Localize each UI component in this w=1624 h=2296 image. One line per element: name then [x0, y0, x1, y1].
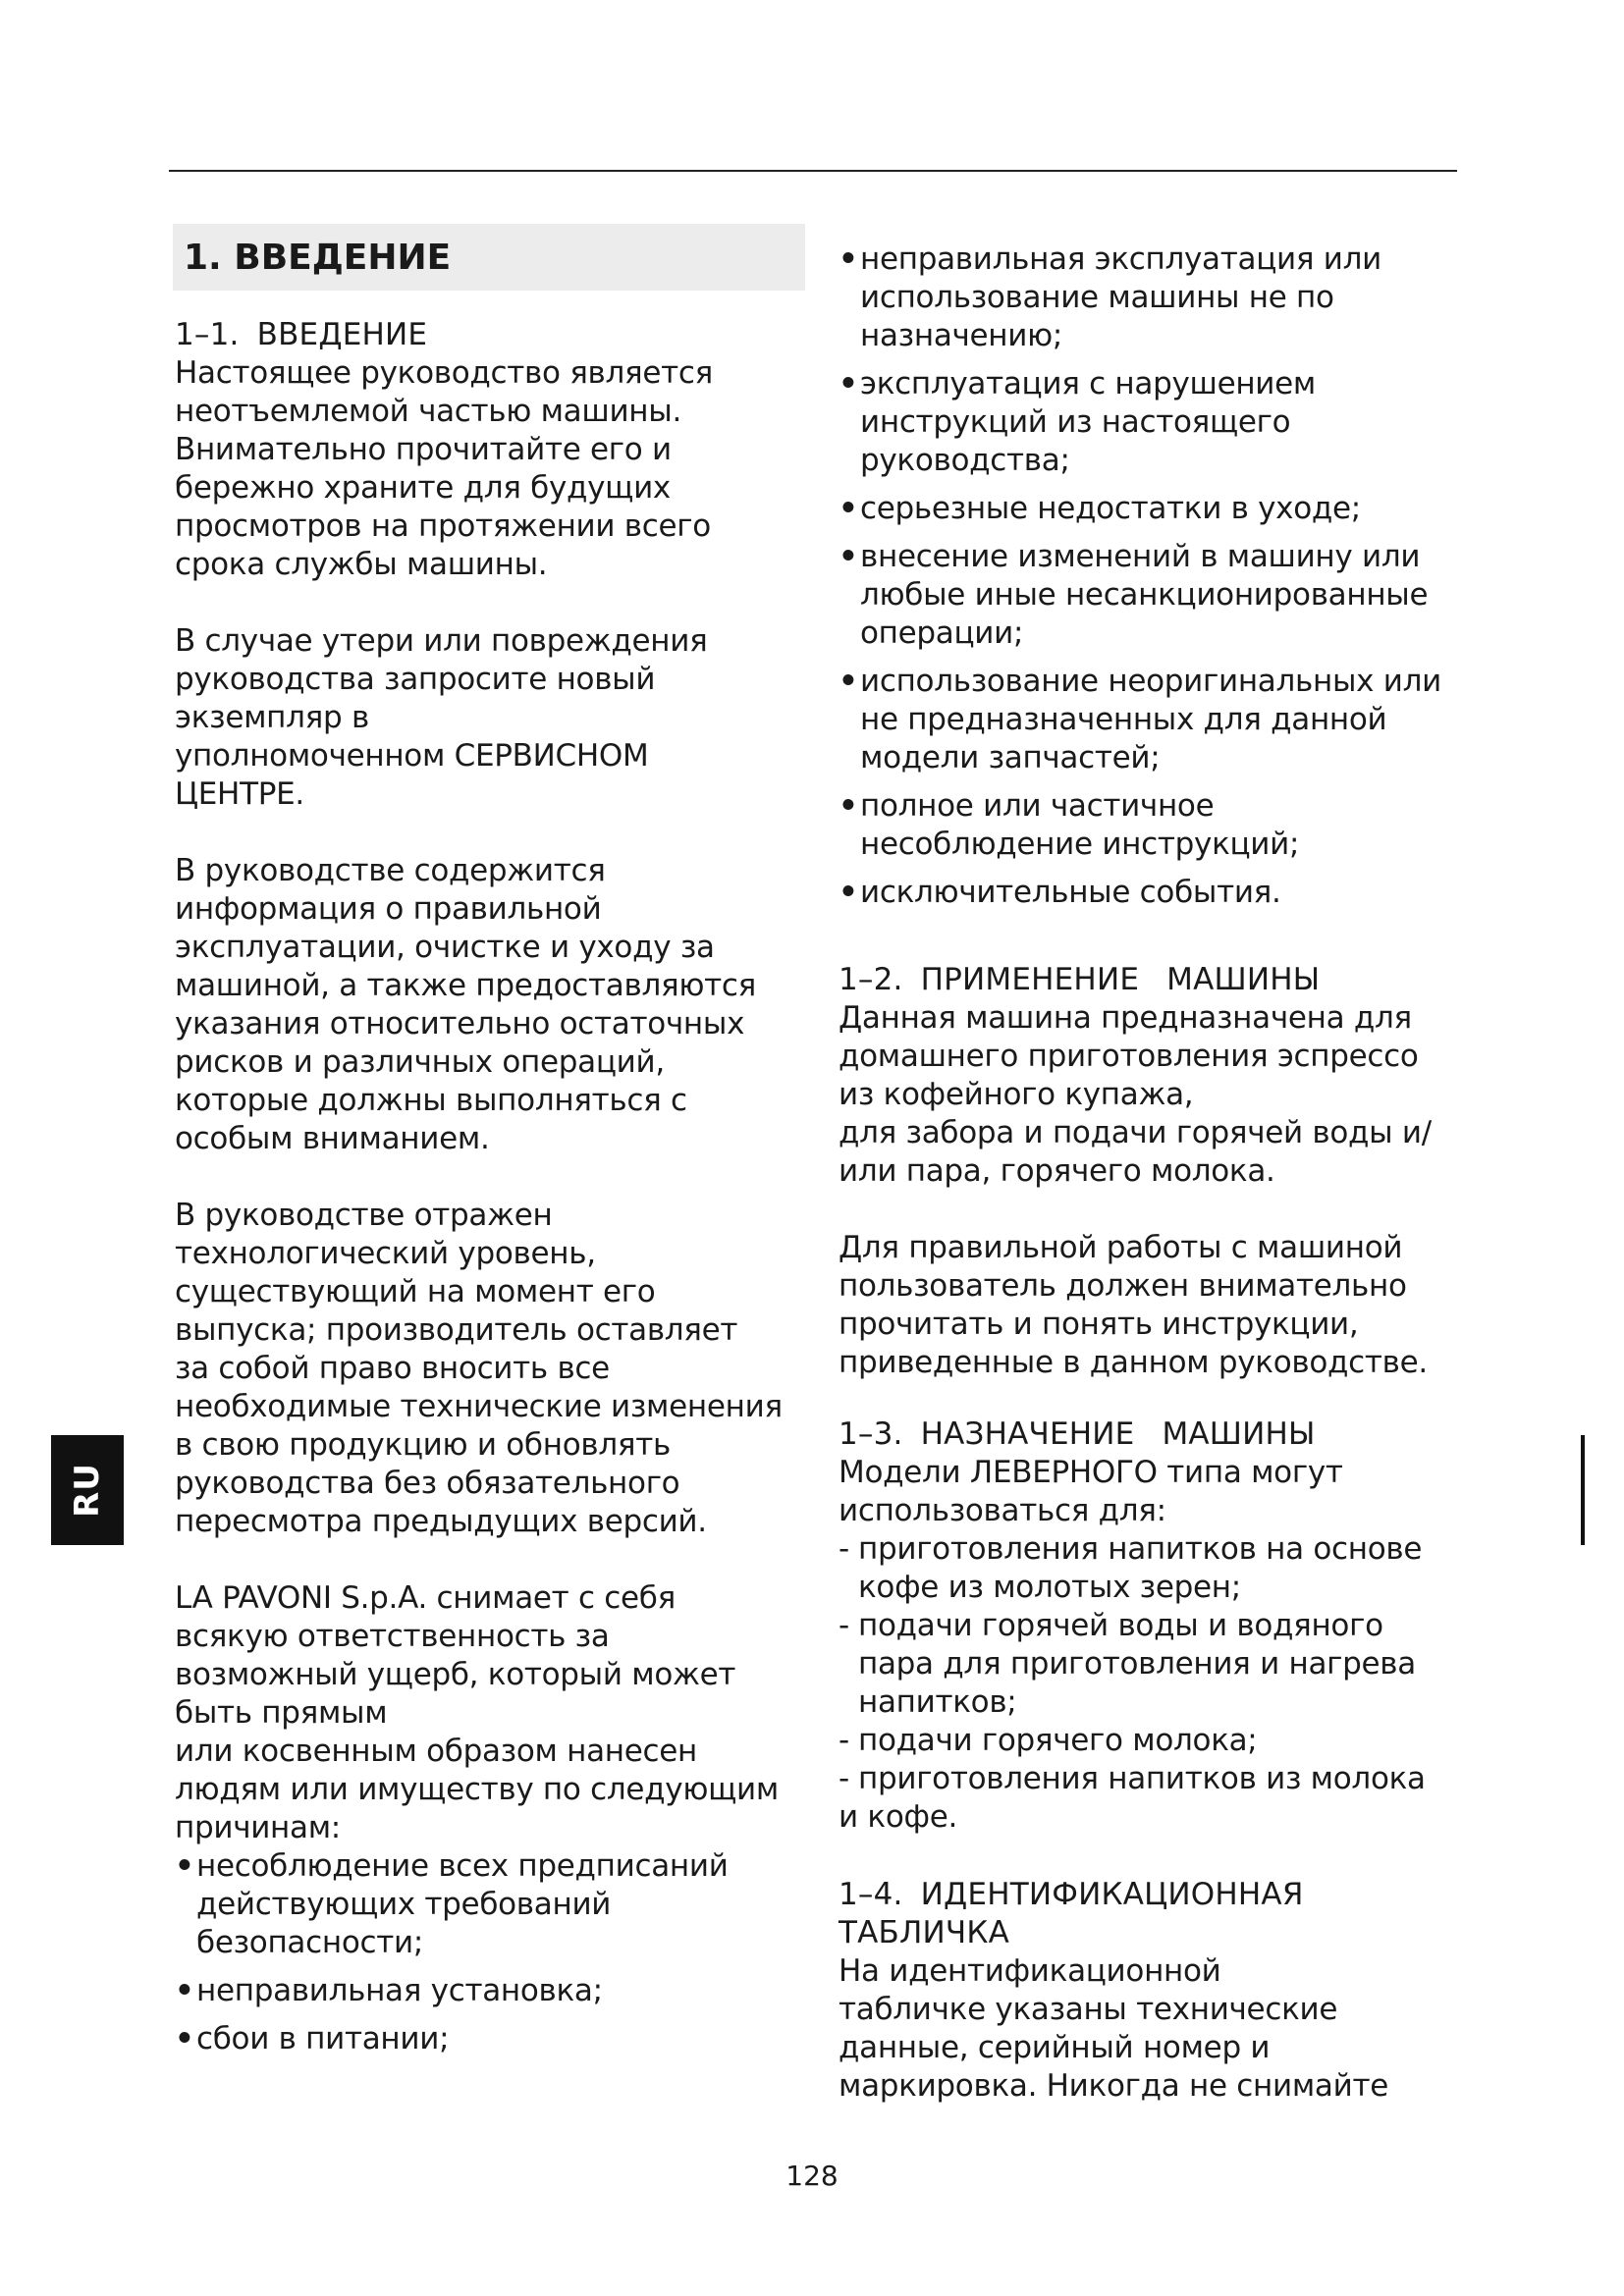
subsection-1-4-heading	[839, 1876, 1467, 1952]
left-column	[175, 224, 803, 2058]
subsection-number: 1–2.	[839, 962, 903, 997]
subsection-1-1-heading	[175, 316, 803, 354]
text-line: назначению;	[860, 318, 1063, 353]
subsection-title-continued: МАШИНЫ	[1166, 962, 1321, 997]
list-item	[839, 490, 1467, 528]
list-item	[839, 1530, 1467, 1607]
application-paragraph-1	[839, 999, 1467, 1191]
text-line: Для правильной работы с машиной	[839, 1230, 1403, 1265]
text-line: несоблюдение инструкций;	[860, 827, 1300, 862]
bullet-icon: •	[839, 664, 858, 699]
list-item	[175, 1847, 803, 1962]
text-line: любые иные несанкционированные	[860, 577, 1429, 613]
language-tab-label: RU	[67, 1463, 107, 1518]
text-line: неправильная эксплуатация или	[860, 241, 1381, 277]
bullet-icon: •	[839, 241, 858, 277]
subsection-1-3-heading	[839, 1415, 1467, 1454]
text-line: данные, серийный номер и	[839, 2030, 1271, 2065]
text-line: машиной, а также предоставляются	[175, 968, 756, 1003]
subsection-title: ПРИМЕНЕНИЕ	[920, 962, 1140, 997]
text-line: действующих требований	[196, 1887, 612, 1922]
text-line: напитков;	[858, 1684, 1017, 1720]
list-item	[839, 1607, 1467, 1722]
text-line: выпуска; производитель оставляет	[175, 1312, 738, 1348]
list-item	[839, 538, 1467, 653]
text-line: неправильная установка;	[196, 1973, 603, 2008]
text-line: несоблюдение всех предписаний	[196, 1848, 729, 1884]
text-line: сбои в питании;	[196, 2021, 450, 2056]
text-line: руководства запросите новый	[175, 662, 656, 697]
subsection-title: НАЗНАЧЕНИЕ	[920, 1416, 1135, 1452]
text-line: эксплуатации, очистке и уходу за	[175, 930, 715, 965]
intro-paragraph-1	[175, 354, 803, 584]
right-column	[839, 240, 1467, 2106]
section-title: 1. ВВЕДЕНИЕ	[173, 224, 805, 291]
text-line: быть прямым	[175, 1695, 388, 1731]
text-line: использование машины не по	[860, 280, 1334, 315]
text-line: табличке указаны технические	[839, 1992, 1338, 2027]
text-line: из кофейного купажа,	[839, 1077, 1194, 1112]
dash-marker: -	[839, 1531, 849, 1567]
text-line: внесение изменений в машину или	[860, 539, 1421, 574]
text-line: пользователь должен внимательно	[839, 1268, 1407, 1304]
text-line: пара для приготовления и нагрева	[858, 1646, 1416, 1682]
bullet-icon: •	[175, 1973, 194, 2008]
subsection-number: 1–1.	[175, 317, 240, 352]
text-line: Модели ЛЕВЕРНОГО типа могут	[839, 1455, 1343, 1490]
list-item	[839, 787, 1467, 864]
text-line: не предназначенных для данной	[860, 702, 1387, 737]
text-line: модели запчастей;	[860, 740, 1161, 775]
text-line: руководства без обязательного	[175, 1466, 680, 1501]
liability-bullet-list-continued	[839, 240, 1467, 912]
text-line: Внимательно прочитайте его и	[175, 432, 672, 467]
text-line: возможный ущерб, который может	[175, 1657, 736, 1692]
text-line: операции;	[860, 615, 1024, 651]
bullet-icon: •	[175, 2021, 194, 2056]
list-item	[175, 2020, 803, 2058]
text-line: приготовления напитков на основе	[858, 1531, 1423, 1567]
text-line: инструкций из настоящего	[860, 404, 1291, 440]
intro-paragraph-2	[175, 622, 803, 814]
subsection-title-continued: ТАБЛИЧКА	[839, 1915, 1009, 1950]
list-item	[839, 365, 1467, 480]
rating-plate-paragraph	[839, 1952, 1467, 2106]
text-line: На идентификационной	[839, 1953, 1221, 1989]
text-line: необходимые технические изменения	[175, 1389, 783, 1424]
list-item	[839, 1722, 1467, 1760]
text-line: в свою продукцию и обновлять	[175, 1427, 671, 1463]
bullet-icon: •	[175, 1848, 194, 1884]
top-rule	[169, 170, 1457, 172]
text-line: серьезные недостатки в уходе;	[860, 491, 1361, 526]
text-line: пересмотра предыдущих версий.	[175, 1504, 707, 1539]
text-line: В случае утери или повреждения	[175, 623, 708, 659]
text-line: Данная машина предназначена для	[839, 1000, 1412, 1036]
text-line: экземпляр в	[175, 700, 369, 735]
text-line: технологический уровень,	[175, 1236, 596, 1271]
text-line: приведенные в данном руководстве.	[839, 1345, 1428, 1380]
bullet-icon: •	[839, 788, 858, 824]
list-item	[839, 240, 1467, 355]
liability-bullet-list	[175, 1847, 803, 2058]
text-line: эксплуатация с нарушением	[860, 366, 1317, 401]
subsection-heading-line	[839, 1876, 1467, 1914]
liability-paragraph	[175, 1579, 803, 1847]
intro-paragraph-4	[175, 1197, 803, 1541]
intro-paragraph-3	[175, 852, 803, 1158]
text-line: В руководстве содержится	[175, 853, 606, 888]
text-line: руководства;	[860, 443, 1070, 478]
text-line: существующий на момент его	[175, 1274, 656, 1309]
text-line: ЦЕНТРЕ.	[175, 776, 304, 812]
text-line: использоваться для:	[839, 1493, 1166, 1528]
dash-marker: -	[839, 1723, 849, 1758]
text-line: приготовления напитков из молока	[858, 1761, 1426, 1796]
text-line: за собой право вносить все	[175, 1351, 610, 1386]
text-line: маркировка. Никогда не снимайте	[839, 2068, 1389, 2104]
text-line: полное или частичное	[860, 788, 1215, 824]
side-marker	[1581, 1435, 1585, 1545]
text-line: всякую ответственность за	[175, 1619, 610, 1654]
language-tab	[51, 1435, 124, 1545]
bullet-icon: •	[839, 875, 858, 910]
text-line: или косвенным образом нанесен	[175, 1734, 698, 1769]
purpose-intro	[839, 1454, 1467, 1530]
text-line: исключительные события.	[860, 875, 1281, 910]
text-line: домашнего приготовления эспрессо	[839, 1039, 1419, 1074]
text-line: для забора и подачи горячей воды и/	[839, 1115, 1432, 1150]
text-line: причинам:	[175, 1810, 341, 1845]
text-line: и кофе.	[839, 1799, 958, 1835]
list-item	[839, 874, 1467, 912]
dash-marker: -	[839, 1761, 849, 1796]
text-line: рисков и различных операций,	[175, 1044, 665, 1080]
text-line: которые должны выполняться с	[175, 1083, 687, 1118]
subsection-number: 1–4.	[839, 1877, 903, 1912]
subsection-number: 1–3.	[839, 1416, 903, 1452]
list-item	[175, 1972, 803, 2010]
text-line: уполномоченном СЕРВИСНОМ	[175, 738, 649, 774]
page-number: 128	[785, 2160, 839, 2192]
text-line: безопасности;	[196, 1925, 423, 1960]
dash-marker: -	[839, 1608, 849, 1643]
text-line: подачи горячего молока;	[858, 1723, 1258, 1758]
text-line: использование неоригинальных или	[860, 664, 1441, 699]
text-line: прочитать и понять инструкции,	[839, 1307, 1359, 1342]
text-line: В руководстве отражен	[175, 1198, 553, 1233]
text-line: подачи горячей воды и водяного	[858, 1608, 1383, 1643]
text-line: LA PAVONI S.p.A. снимает с себя	[175, 1580, 676, 1616]
subsection-title: ВВЕДЕНИЕ	[256, 317, 428, 352]
subsection-1-2-heading	[839, 961, 1467, 999]
bullet-icon: •	[839, 366, 858, 401]
text-line: кофе из молотых зерен;	[858, 1570, 1241, 1605]
text-line: Настоящее руководство является	[175, 355, 714, 391]
bullet-icon: •	[839, 539, 858, 574]
text-line: просмотров на протяжении всего	[175, 508, 711, 544]
text-line: неотъемлемой частью машины.	[175, 394, 681, 429]
purpose-list	[839, 1530, 1467, 1837]
application-paragraph-2	[839, 1229, 1467, 1382]
subsection-title-continued: МАШИНЫ	[1162, 1416, 1316, 1452]
list-item	[839, 1760, 1467, 1837]
bullet-icon: •	[839, 491, 858, 526]
text-line: особым вниманием.	[175, 1121, 490, 1156]
text-line: указания относительно остаточных	[175, 1006, 745, 1041]
text-line: бережно храните для будущих	[175, 470, 671, 506]
text-line: или пара, горячего молока.	[839, 1153, 1275, 1189]
text-line: информация о правильной	[175, 891, 602, 927]
text-line: людям или имуществу по следующим	[175, 1772, 779, 1807]
text-line: срока службы машины.	[175, 547, 548, 582]
subsection-title: ИДЕНТИФИКАЦИОННАЯ	[920, 1877, 1304, 1912]
list-item	[839, 663, 1467, 777]
